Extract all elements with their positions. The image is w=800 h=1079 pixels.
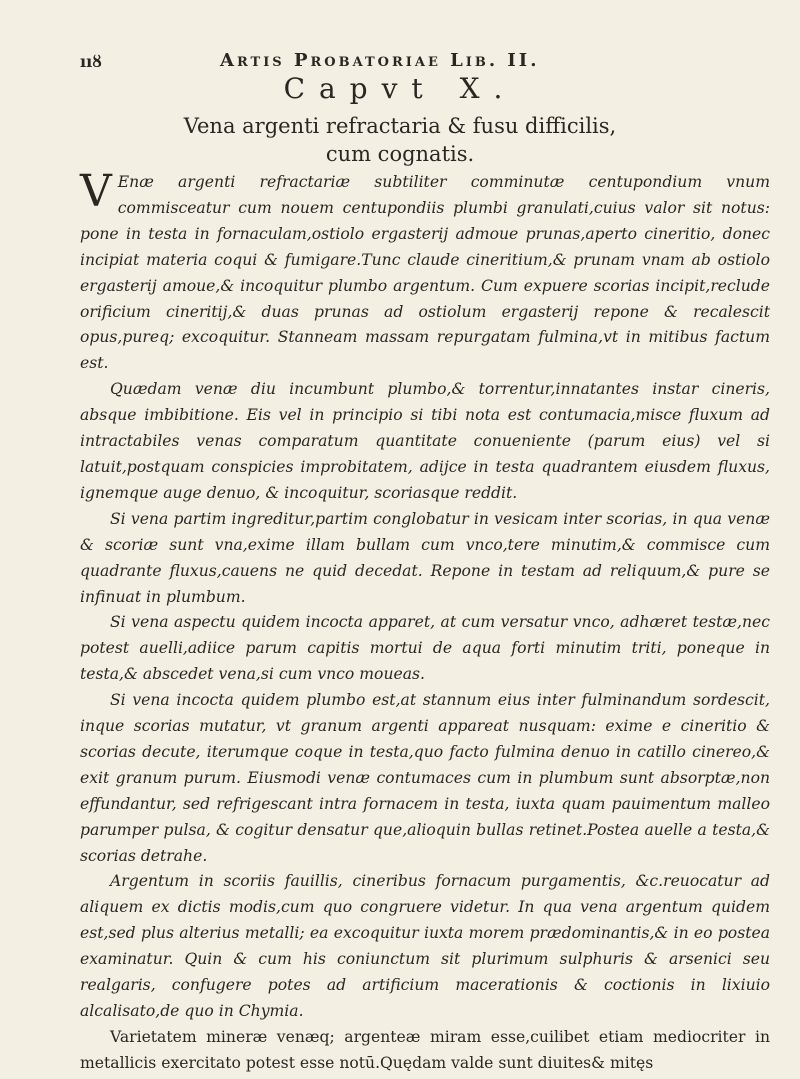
subtitle-line-1: Vena argenti refractaria & fusu difficilis, — [183, 114, 617, 138]
subtitle-line-2: cum cognatis. — [325, 142, 475, 166]
paragraph-3: Si vena partim ingreditur,partim conglobatur in vesicam inter scorias, in qua venæ & scoriæ sunt vna,exime illam bullam cum vnco,tere minutim,& commisce cum quadrante fluxus,cauens ne quid decedat. Repone in testam ad reliquum,& pure se infinuat in plumbum. — [80, 509, 770, 606]
paragraph-text: Enæ argenti refractariæ subtiliter comminutæ centupondium vnum commisceatur cum nouem centupondiis plumbi granulati,cuius valor sit notus: pone in testa in fornaculam,ostiolo ergasterij admoue prunas,aperto cineritio, donec incipiat materia coqui & fumigare.Tunc claude cineritium,& prunam vnam ab ostiolo ergasterij amoue,& incoquitur plumbo argentum. Cum expuere scorias incipit,reclude orificium cineritij,& duas prunas ad ostiolum ergasterij repone & recalescit opus,pureq; excoquitur. Stanneam massam repurgatam fulmina,vt in mitibus factum est. — [80, 173, 770, 373]
chapter-heading: Capvt X. — [283, 72, 517, 105]
body-text — [80, 166, 770, 1077]
paragraph-4: Si vena aspectu quidem incocta apparet, at cum versatur vnco, adhæret testæ,nec potest auelli,adiice parum capitis mortui de aqua forti minutim triti, poneque in testa,& abscedet vena,si cum vnco moueas. — [80, 613, 770, 684]
chapter-subtitle — [0, 112, 800, 168]
paragraph-5: Si vena incocta quidem plumbo est,at stannum eius inter fulminandum sordescit, inque scorias mutatur, vt granum argenti appareat nusquam: exime e cineritio & scorias decute, iterumque coque in testa,quo facto fulmina denuo in catillo cinereo,& exit granum purum. Eiusmodi venæ contumaces cum in plumbum sunt absorptæ,non effundantur, sed refrigescant intra fornacem in testa, iuxta quam pauimentum malleo parumper pulsa, & cogitur densatur que,alioquin bullas retinet.Postea auelle a testa,& scorias detrahe. — [80, 691, 770, 865]
paragraph-1 — [80, 166, 770, 377]
running-title: Artis Probatoriae Lib. II. — [220, 50, 540, 71]
drop-cap: V — [80, 166, 112, 217]
paragraph-6: Argentum in scoriis fauillis, cineribus fornacum purgamentis, &c.reuocatur ad aliquem ex dictis modis,cum quo congruere videtur. In qua vena argentum quidem est,sed plus alterius metalli; ea excoquitur iuxta morem prædominantis,& in eo postea examinatur. Quin & cum his coniunctum sit plurimum sulphuris & arsenici seu realgaris, confugere potes ad artificium macerationis & coctionis in lixiuio alcalisato,de quo in Chymia. — [80, 872, 770, 1020]
page-header — [80, 50, 740, 72]
paragraph-2: Quædam venæ diu incumbunt plumbo,& torrentur,innatantes instar cineris, absque imbibitione. Eis vel in principio si tibi nota est contumacia,misce fluxum ad intractabiles venas comparatum quantitate conueniente (parum eius) vel si latuit,postquam conspicies improbitatem, adijce in testa quadrantem eiusdem fluxus, ignemque auge denuo, & incoquitur, scoriasque reddit. — [80, 380, 770, 502]
paragraph-7: Varietatem mineræ venæq; argenteæ miram esse,cuilibet etiam mediocriter in metallicis exercitato potest esse notū.Quędam valde sunt diuites& mitęs — [80, 1027, 770, 1072]
page-number: ııȣ — [80, 52, 103, 71]
